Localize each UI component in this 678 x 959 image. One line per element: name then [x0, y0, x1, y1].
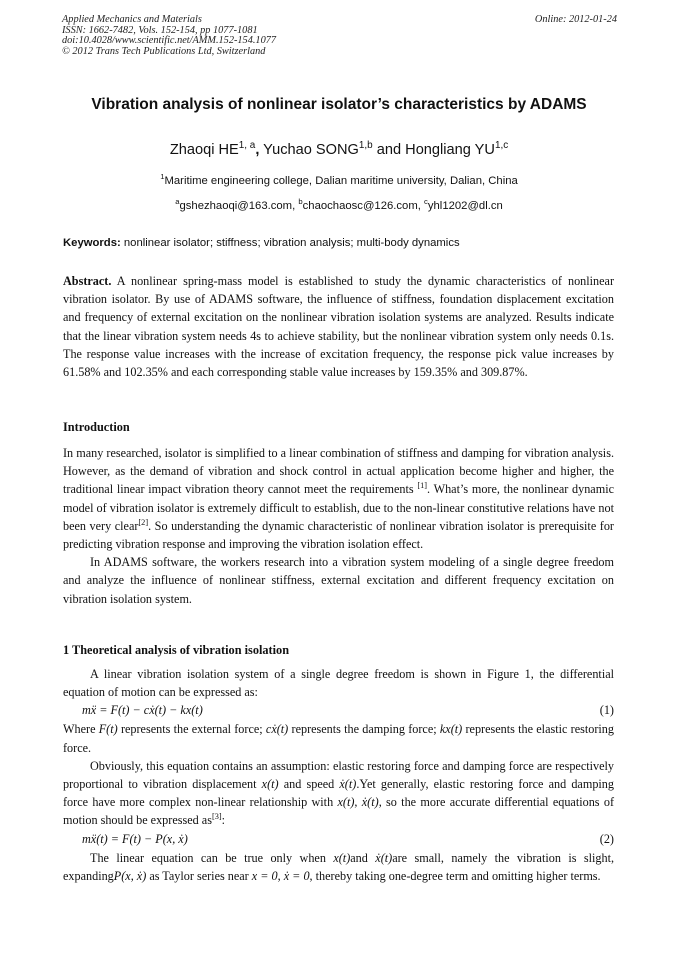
online-date: Online: 2012-01-24	[534, 14, 617, 25]
math: ẋ(t)	[361, 795, 379, 810]
email-mark: b	[298, 197, 303, 207]
math: cẋ(t)	[265, 722, 289, 737]
abstract-label: Abstract.	[63, 274, 112, 288]
math: ẋ = 0	[283, 868, 310, 883]
citation: [3]	[211, 812, 222, 822]
text-run: and speed	[278, 777, 340, 792]
math: x(t)	[337, 795, 355, 810]
doi-line: doi:10.4028/www.scientific.net/AMM.152-154.1077	[62, 35, 277, 46]
paragraph	[63, 757, 614, 830]
paragraph	[63, 720, 614, 756]
journal-header	[62, 15, 617, 57]
text-run: .Yet generally, elastic restoring force and damping force have more complex non-linear relationship with	[63, 777, 614, 810]
abstract-text: A nonlinear spring-mass model is established to study the dynamic characteristics of nonlinear vibration isolator. By use of ADAMS software, the influence of stiffness, foundation displacement excitation and frequency of external excitation on the nonlinear vibration isolation systems are analyzed. Results indicate that the linear vibration system needs 4s to achieve stability, but the nonlinear vibration system only needs 0.1s. The response value increases with the increase of excitation frequency, the response pick value increases by 61.58% and 102.35% and each corresponding stable value increases by 159.35% and 309.87%.	[63, 274, 614, 380]
email-list	[0, 197, 678, 212]
math: x(t)	[333, 850, 351, 865]
equation-1	[63, 701, 614, 720]
text-run: as Taylor series near	[146, 868, 252, 883]
keywords-text: nonlinear isolator; stiffness; vibration analysis; multi-body dynamics	[120, 237, 460, 249]
text-run: . So understanding the dynamic characteristic of nonlinear vibration isolator is prerequisite for predicting vibration response and improving the vibration isolation effect.	[63, 518, 614, 552]
math: x(t)	[261, 777, 279, 792]
author-name: Yuchao SONG	[263, 142, 359, 158]
math: x = 0	[251, 868, 278, 883]
citation: [1]	[417, 481, 428, 491]
text-run: , thereby taking one-degree term and omitting higher terms.	[309, 868, 601, 883]
text-run: , so the more accurate differential equations of motion should be expressed as	[63, 795, 614, 828]
email-mark: a	[175, 197, 180, 207]
text-run: The linear equation can be true only when	[90, 850, 334, 865]
math: P(x, ẋ)	[113, 868, 147, 883]
affiliation-text: Maritime engineering college, Dalian maritime university, Dalian, China	[164, 175, 518, 187]
text-run: :	[221, 813, 225, 828]
paragraph	[63, 849, 614, 885]
text-run: are small, namely the vibration is slight, expanding	[63, 850, 614, 883]
equation-text: mẍ(t) = F(t) − P(x, ẋ)	[82, 831, 188, 846]
text-run: ,	[354, 795, 362, 810]
text-run: Obviously, this equation contains an assumption: elastic restoring force and damping force are respectively proportional to vibration displacement	[63, 758, 614, 792]
author-separator: and	[372, 142, 406, 158]
issn-line: ISSN: 1662-7482, Vols. 152-154, pp 1077-1081	[62, 24, 258, 36]
introduction-body	[63, 444, 614, 608]
journal-name: Applied Mechanics and Materials	[62, 14, 202, 25]
equation-text: mẍ = F(t) − cẋ(t) − kx(t)	[82, 703, 203, 718]
email-mark: c	[424, 197, 428, 207]
text-run: In many researched, isolator is simplified to a linear combination of stiffness and damping for vibration analysis. However, as the demand of vibration and shock control in actual application become higher and higher, the traditional linear impact vibration theory cannot meet the requirements	[63, 446, 614, 497]
affiliation	[0, 172, 678, 187]
paper-title: Vibration analysis of nonlinear isolator’s characteristics by ADAMS	[91, 96, 587, 113]
math: F(t)	[98, 722, 118, 737]
affiliation-mark: 1	[160, 172, 165, 182]
author-affil-mark: 1,c	[494, 140, 509, 152]
author-affil-mark: 1,b	[358, 140, 373, 152]
equation-number: (2)	[599, 831, 614, 846]
email: yhl1202@dl.cn	[427, 200, 503, 212]
math: ẋ(t)	[339, 777, 357, 792]
equation-number: (1)	[599, 703, 614, 718]
paragraph: In ADAMS software, the workers research into a vibration system modeling of a single degree freedom and analyze the influence of nonlinear stiffness, external excitation and different frequency excitation on vibration isolation system.	[63, 555, 614, 606]
math: kx(t)	[439, 722, 463, 737]
keywords-label: Keywords:	[63, 237, 121, 249]
text-run: Where	[63, 722, 99, 737]
paragraph	[63, 444, 614, 553]
section-1-heading: 1 Theoretical analysis of vibration isolation	[63, 643, 290, 657]
text-run: . What’s more, the nonlinear dynamic model of vibration isolator is extremely difficult to establish, due to the non-linear constitutive relations have not been very clear	[63, 482, 614, 533]
text-run: represents the external force;	[117, 722, 266, 737]
author-name: Zhaoqi HE	[169, 142, 239, 158]
author-name: Hongliang YU	[405, 142, 495, 158]
text-run: ,	[277, 868, 284, 883]
email: chaochaosc@126.com,	[302, 200, 425, 212]
text-run: represents the elastic restoring force.	[63, 722, 614, 755]
equation-2	[63, 830, 614, 849]
paragraph: A linear vibration isolation system of a single degree freedom is shown in Figure 1, the differential equation of motion can be expressed as:	[63, 667, 614, 700]
text-run: and	[350, 850, 376, 865]
section-1-body	[63, 665, 614, 885]
email: gshezhaoqi@163.com,	[179, 200, 299, 212]
author-list: Zhaoqi HE$^{1, a}$, Yuchao SONG$^{1,b}$ and Hongliang YU$^{1,c}$	[169, 140, 509, 158]
text-run: represents the damping force;	[288, 722, 440, 737]
author-affil-mark: 1, a	[238, 140, 256, 152]
copyright-line: © 2012 Trans Tech Publications Ltd, Switzerland	[62, 45, 266, 57]
introduction-heading: Introduction	[63, 420, 130, 434]
keywords	[63, 237, 618, 249]
math: ẋ(t)	[375, 850, 393, 865]
citation: [2]	[138, 517, 149, 527]
abstract	[63, 272, 614, 381]
